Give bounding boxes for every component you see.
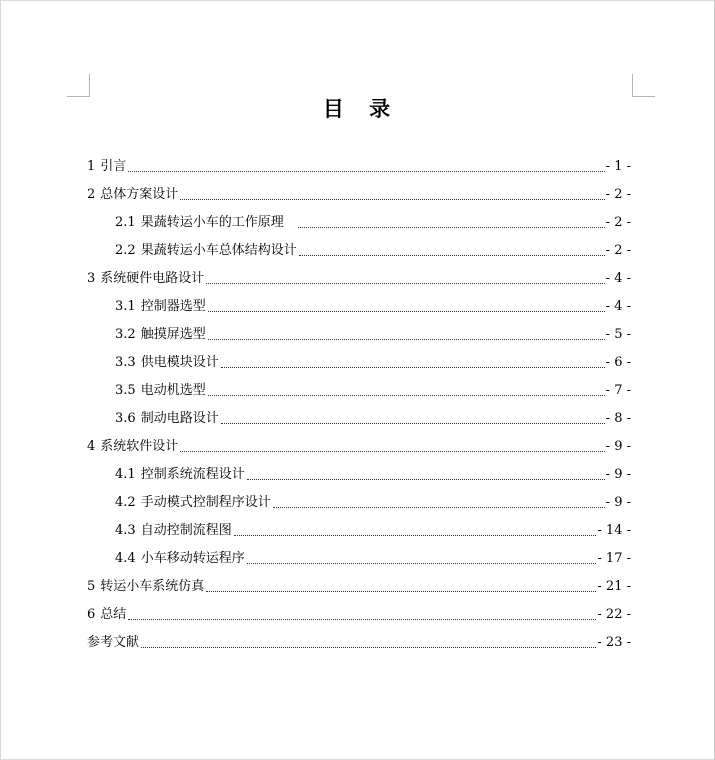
toc-entry-page: - 1 - — [605, 159, 631, 174]
toc-entry[interactable] — [87, 627, 631, 655]
toc-entry-number: 3.1 — [115, 299, 136, 314]
toc-entry[interactable] — [87, 179, 631, 207]
toc-entry-number: 3.6 — [115, 411, 136, 426]
toc-entry-text: 触摸屏选型 — [140, 327, 206, 342]
toc-title: 目 录 — [322, 97, 393, 121]
toc-entry-text: 总结 — [100, 607, 127, 622]
toc-entry[interactable] — [87, 291, 631, 319]
toc-entry-text: 电动机选型 — [140, 383, 206, 398]
toc-entry-page: - 14 - — [597, 523, 631, 538]
toc-entry[interactable] — [87, 319, 631, 347]
toc-entry-page: - 2 - — [605, 187, 631, 202]
toc-leader — [273, 506, 605, 508]
toc-entry-text: 总体方案设计 — [100, 187, 179, 202]
toc-entry-text: 系统硬件电路设计 — [100, 271, 205, 286]
toc-entry-text: 制动电路设计 — [140, 411, 219, 426]
toc-entry-number: 3.2 — [115, 327, 136, 342]
toc-leader — [180, 450, 604, 452]
toc-leader — [208, 394, 605, 396]
toc-leader — [221, 422, 605, 424]
toc-entry-page: - 21 - — [597, 579, 631, 594]
toc-entry-number: 3.3 — [115, 355, 136, 370]
toc-entry-text: 小车移动转运程序 — [140, 551, 245, 566]
toc-leader — [247, 478, 605, 480]
toc-entry-text: 果蔬转运小车的工作原理 — [140, 215, 284, 230]
toc-leader — [141, 646, 596, 648]
toc-entry-number: 2.2 — [115, 243, 136, 258]
toc-entry-page: - 7 - — [605, 383, 631, 398]
toc-entry-page: - 8 - — [605, 411, 631, 426]
toc-leader — [208, 338, 605, 340]
toc-entry-text: 控制系统流程设计 — [140, 467, 245, 482]
toc-entry-page: - 6 - — [605, 355, 631, 370]
toc-entry[interactable] — [87, 347, 631, 375]
toc-entry-page: - 9 - — [605, 439, 631, 454]
toc-entry-number: 4 — [87, 439, 96, 454]
toc-entry-page: - 9 - — [605, 495, 631, 510]
toc-entry-number: 5 — [87, 579, 96, 594]
toc-entry[interactable] — [87, 263, 631, 291]
toc-leader — [298, 226, 605, 228]
toc-leader — [234, 534, 597, 536]
toc-entry-text: 转运小车系统仿真 — [100, 579, 205, 594]
toc-entry-number: 3.5 — [115, 383, 136, 398]
toc-entry-page: - 4 - — [605, 271, 631, 286]
toc-entry-number: 4.2 — [115, 495, 136, 510]
toc-entry-number: 4.3 — [115, 523, 136, 538]
toc-entry[interactable] — [87, 515, 631, 543]
toc-entry-text: 控制器选型 — [140, 299, 206, 314]
toc-entry-number: 6 — [87, 607, 96, 622]
toc-entry-text: 参考文献 — [87, 635, 140, 650]
toc-entry[interactable] — [87, 431, 631, 459]
toc-entry-number: 4.1 — [115, 467, 136, 482]
toc-entry-page: - 23 - — [597, 635, 631, 650]
toc-leader — [128, 170, 604, 172]
toc-leader — [247, 562, 597, 564]
toc-entry-text: 手动模式控制程序设计 — [140, 495, 271, 510]
toc-leader — [221, 366, 605, 368]
toc-leader — [128, 618, 596, 620]
toc-entry[interactable] — [87, 207, 631, 235]
toc-entry-text: 自动控制流程图 — [140, 523, 232, 538]
toc-entry-page: - 2 - — [605, 215, 631, 230]
crop-mark-top-right — [632, 74, 655, 97]
toc-entry[interactable] — [87, 151, 631, 179]
toc-leader — [180, 198, 604, 200]
toc-leader — [206, 282, 604, 284]
toc-entry-text: 引言 — [100, 159, 127, 174]
toc-entry-number: 4.4 — [115, 551, 136, 566]
table-of-contents — [87, 151, 631, 655]
toc-entry[interactable] — [87, 571, 631, 599]
toc-entry-number: 3 — [87, 271, 96, 286]
toc-entry-number: 1 — [87, 159, 96, 174]
toc-entry[interactable] — [87, 235, 631, 263]
toc-leader — [206, 590, 596, 592]
toc-entry-text: 系统软件设计 — [100, 439, 179, 454]
toc-entry[interactable] — [87, 375, 631, 403]
toc-entry[interactable] — [87, 599, 631, 627]
toc-entry-page: - 22 - — [597, 607, 631, 622]
toc-entry-number: 2.1 — [115, 215, 136, 230]
toc-entry-page: - 9 - — [605, 467, 631, 482]
toc-leader — [299, 254, 605, 256]
toc-entry-page: - 5 - — [605, 327, 631, 342]
toc-entry-page: - 4 - — [605, 299, 631, 314]
toc-entry-text: 供电模块设计 — [140, 355, 219, 370]
crop-mark-top-left — [67, 74, 90, 97]
toc-entry-page: - 2 - — [605, 243, 631, 258]
toc-entry[interactable] — [87, 487, 631, 515]
toc-entry-page: - 17 - — [597, 551, 631, 566]
toc-entry-text: 果蔬转运小车总体结构设计 — [140, 243, 297, 258]
toc-entry[interactable] — [87, 459, 631, 487]
toc-entry-number: 2 — [87, 187, 96, 202]
toc-entry[interactable] — [87, 543, 631, 571]
toc-leader — [208, 310, 605, 312]
toc-entry[interactable] — [87, 403, 631, 431]
